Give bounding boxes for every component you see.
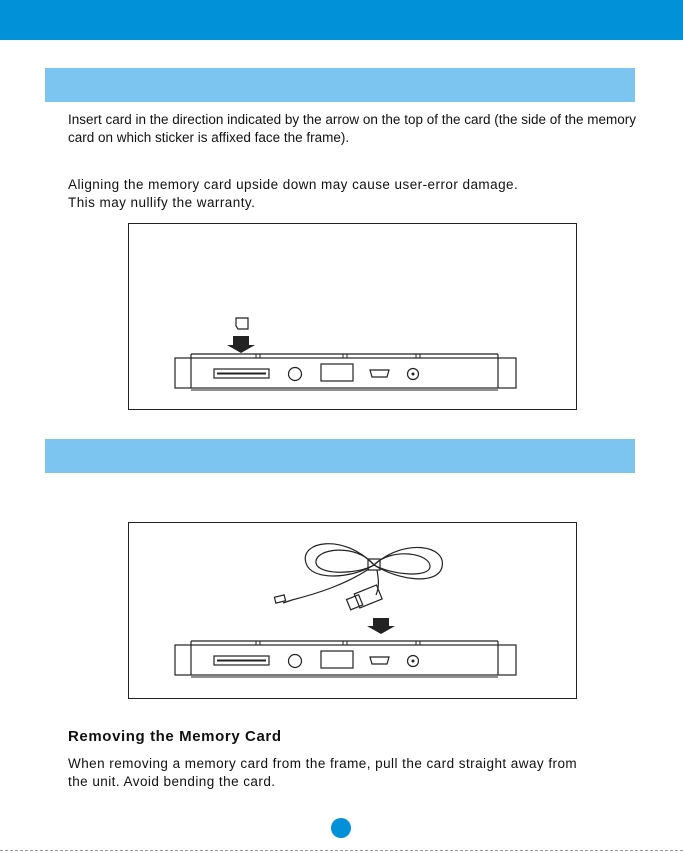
warning-line-2: This may nullify the warranty. (68, 195, 256, 210)
insert-card-illustration (129, 224, 576, 409)
bottom-dashed-rule (0, 850, 683, 851)
removing-memory-card-heading: Removing the Memory Card (68, 728, 282, 745)
down-arrow-icon (367, 618, 395, 634)
page-number-dot (331, 818, 351, 838)
removing-line-1: When removing a memory card from the frame, pull the card straight away from (68, 756, 578, 771)
insert-instruction-text: Insert card in the direction indicated by the arrow on the top of the card (the side of the memory card on which sticker is affixed face the frame). (68, 112, 637, 145)
down-arrow-icon (227, 336, 255, 353)
top-header-bar (0, 0, 683, 40)
frame-side-panel-icon (175, 641, 516, 677)
section-band-usb-connection (45, 439, 635, 473)
memory-card-icon (236, 318, 248, 329)
insert-card-figure (128, 223, 577, 410)
usb-cable-icon (274, 544, 442, 610)
usb-connection-figure (128, 522, 577, 699)
section-band-insert-card (45, 68, 635, 102)
removing-line-2: the unit. Avoid bending the card. (68, 774, 276, 789)
frame-side-panel-icon (175, 354, 516, 390)
warning-line-1: Aligning the memory card upside down may cause user-error damage. (68, 177, 519, 192)
usb-connection-illustration (129, 523, 576, 698)
